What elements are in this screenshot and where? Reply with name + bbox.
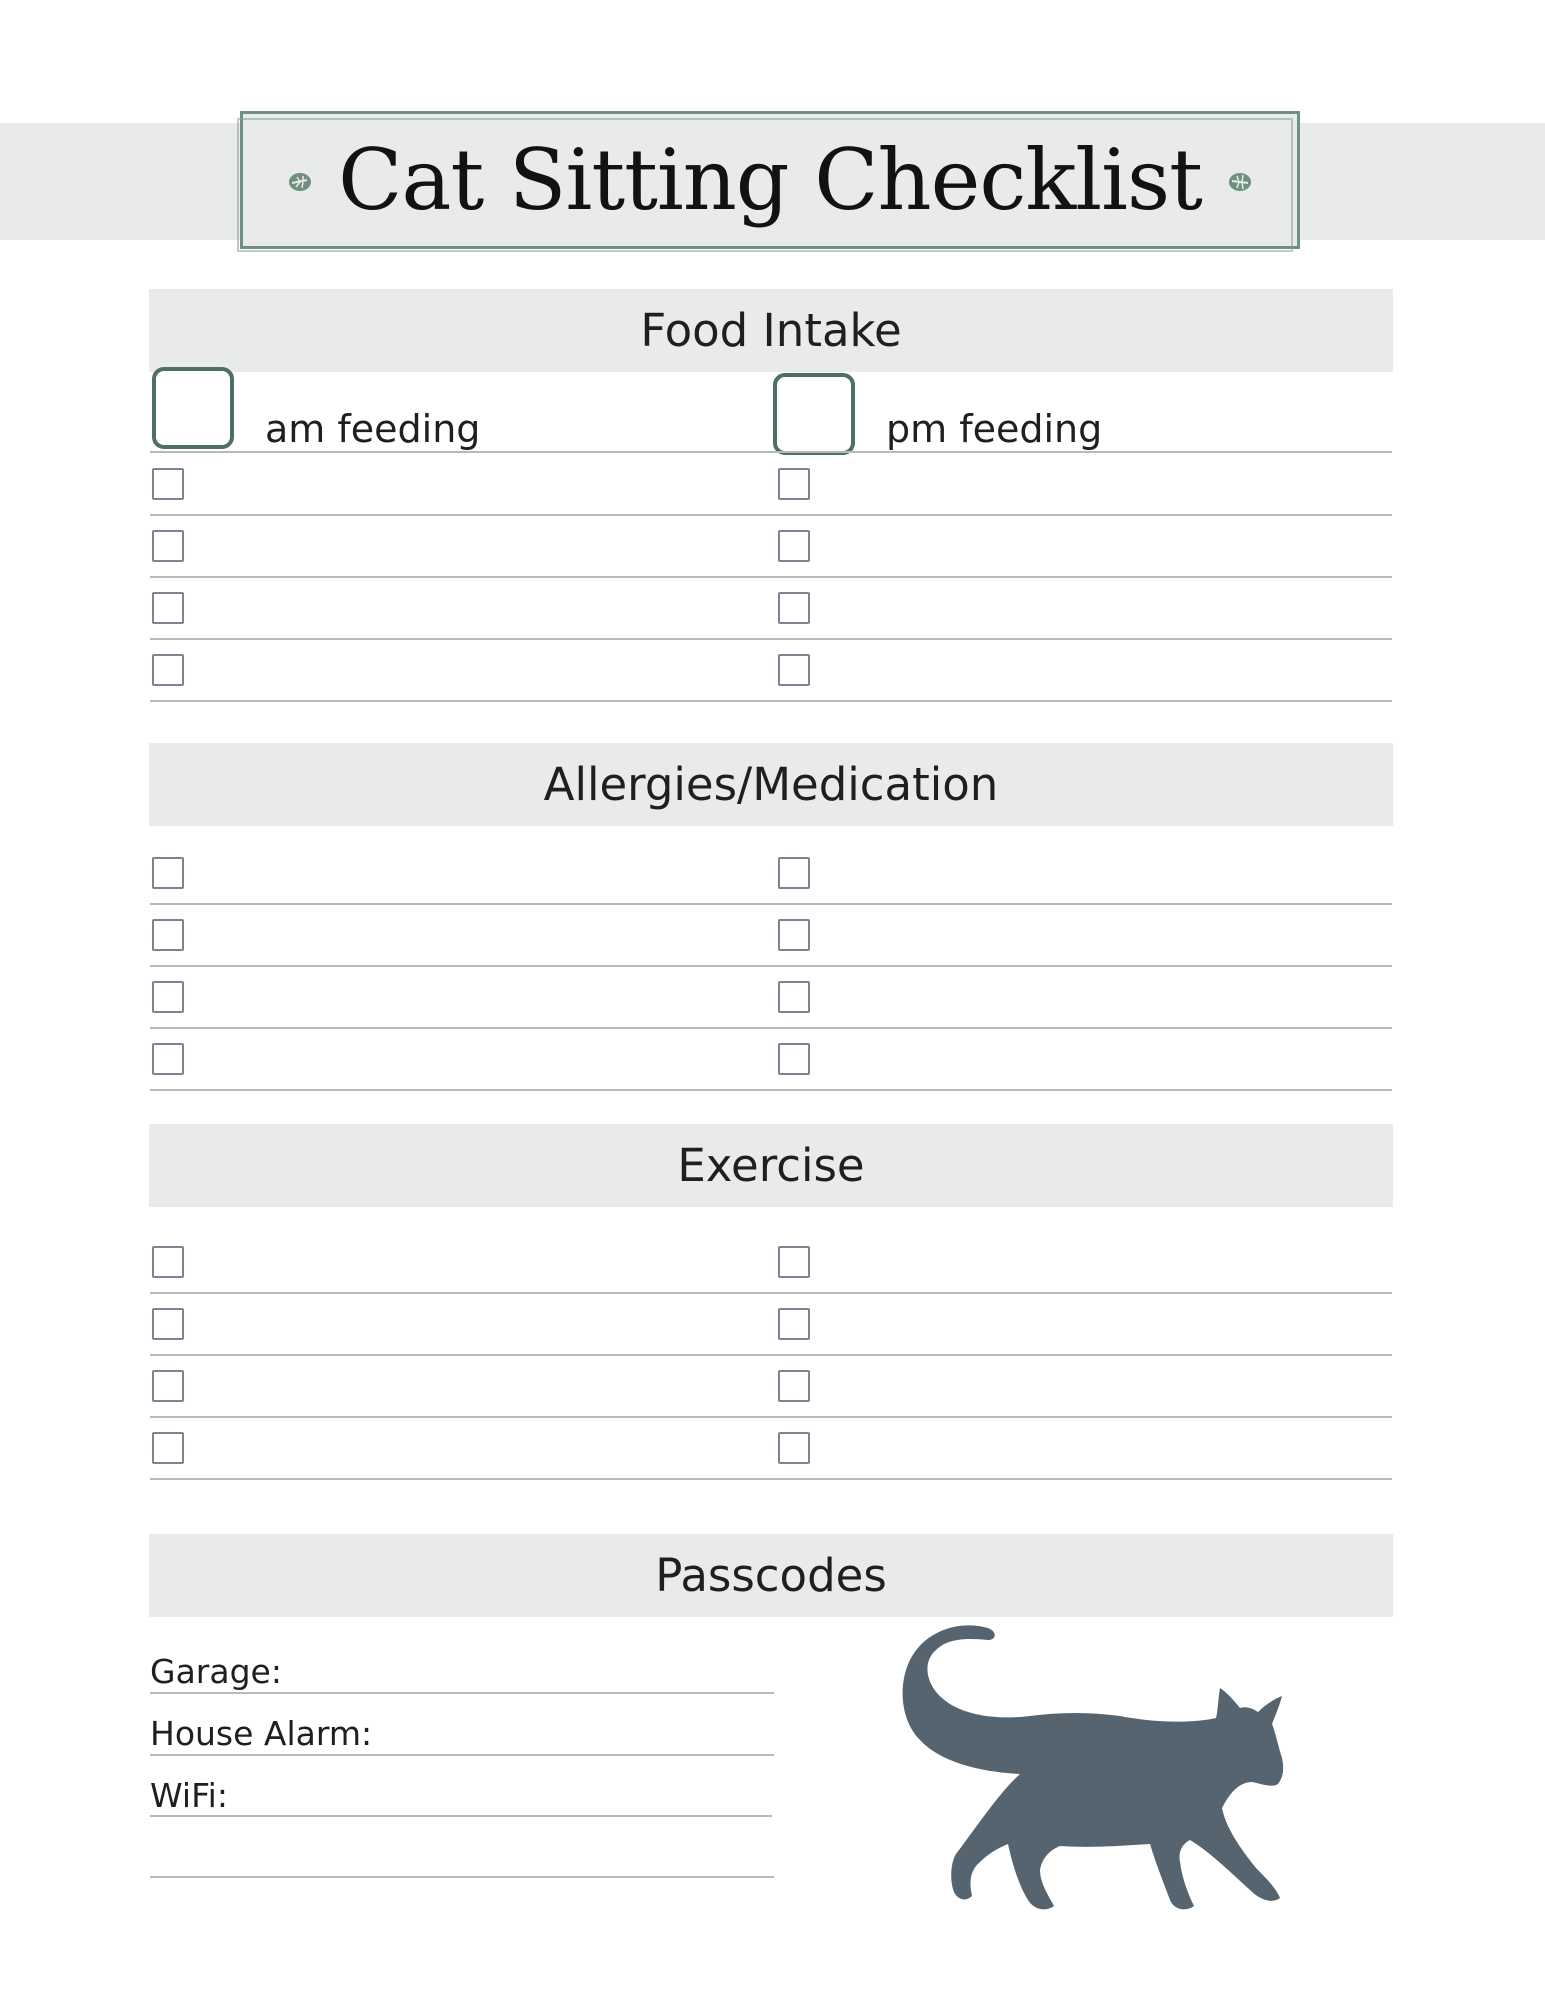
- garage-label: Garage:: [150, 1652, 282, 1691]
- food-checkbox[interactable]: [778, 592, 810, 624]
- food-top-rule: [150, 451, 1392, 453]
- allergy-checkbox[interactable]: [152, 919, 184, 951]
- am-feeding-checkbox[interactable]: [152, 367, 234, 449]
- food-checkbox[interactable]: [778, 654, 810, 686]
- exercise-checkbox[interactable]: [778, 1308, 810, 1340]
- allergy-checkbox[interactable]: [778, 981, 810, 1013]
- garage-line[interactable]: [150, 1692, 774, 1694]
- leaf-icon: [1227, 169, 1253, 195]
- exercise-checkbox[interactable]: [152, 1308, 184, 1340]
- allergy-checkbox[interactable]: [778, 919, 810, 951]
- exercise-checkbox[interactable]: [778, 1370, 810, 1402]
- food-checkbox[interactable]: [778, 468, 810, 500]
- allergy-checkbox[interactable]: [778, 857, 810, 889]
- allergy-line[interactable]: [150, 965, 1392, 967]
- title-frame: [240, 111, 1300, 249]
- exercise-line[interactable]: [150, 1292, 1392, 1294]
- house-alarm-label: House Alarm:: [150, 1714, 373, 1753]
- wifi-line[interactable]: [150, 1815, 772, 1817]
- wifi-label: WiFi:: [150, 1776, 228, 1815]
- exercise-line[interactable]: [150, 1416, 1392, 1418]
- pm-feeding-label: pm feeding: [886, 407, 1103, 451]
- allergy-checkbox[interactable]: [152, 1043, 184, 1075]
- section-heading-passcodes: Passcodes: [149, 1534, 1393, 1617]
- food-checkbox[interactable]: [152, 530, 184, 562]
- exercise-checkbox[interactable]: [778, 1246, 810, 1278]
- allergy-checkbox[interactable]: [778, 1043, 810, 1075]
- section-heading-allergies: Allergies/Medication: [149, 743, 1393, 826]
- food-checkbox[interactable]: [152, 468, 184, 500]
- section-heading-exercise: Exercise: [149, 1124, 1393, 1207]
- food-line[interactable]: [150, 638, 1392, 640]
- exercise-checkbox[interactable]: [152, 1432, 184, 1464]
- food-checkbox[interactable]: [152, 592, 184, 624]
- allergy-line[interactable]: [150, 1089, 1392, 1091]
- page-title: Cat Sitting Checklist: [338, 131, 1202, 229]
- allergy-line[interactable]: [150, 1027, 1392, 1029]
- allergy-checkbox[interactable]: [152, 857, 184, 889]
- allergy-checkbox[interactable]: [152, 981, 184, 1013]
- exercise-checkbox[interactable]: [152, 1370, 184, 1402]
- cat-silhouette: [880, 1622, 1360, 1912]
- food-checkbox[interactable]: [778, 530, 810, 562]
- allergy-line[interactable]: [150, 903, 1392, 905]
- pm-feeding-checkbox[interactable]: [773, 373, 855, 455]
- am-feeding-label: am feeding: [265, 407, 481, 451]
- exercise-line[interactable]: [150, 1478, 1392, 1480]
- house-alarm-line[interactable]: [150, 1754, 774, 1756]
- exercise-checkbox[interactable]: [778, 1432, 810, 1464]
- food-line[interactable]: [150, 700, 1392, 702]
- section-heading-food-intake: Food Intake: [149, 289, 1393, 372]
- food-checkbox[interactable]: [152, 654, 184, 686]
- food-line[interactable]: [150, 514, 1392, 516]
- exercise-line[interactable]: [150, 1354, 1392, 1356]
- extra-line[interactable]: [150, 1876, 774, 1878]
- exercise-checkbox[interactable]: [152, 1246, 184, 1278]
- food-line[interactable]: [150, 576, 1392, 578]
